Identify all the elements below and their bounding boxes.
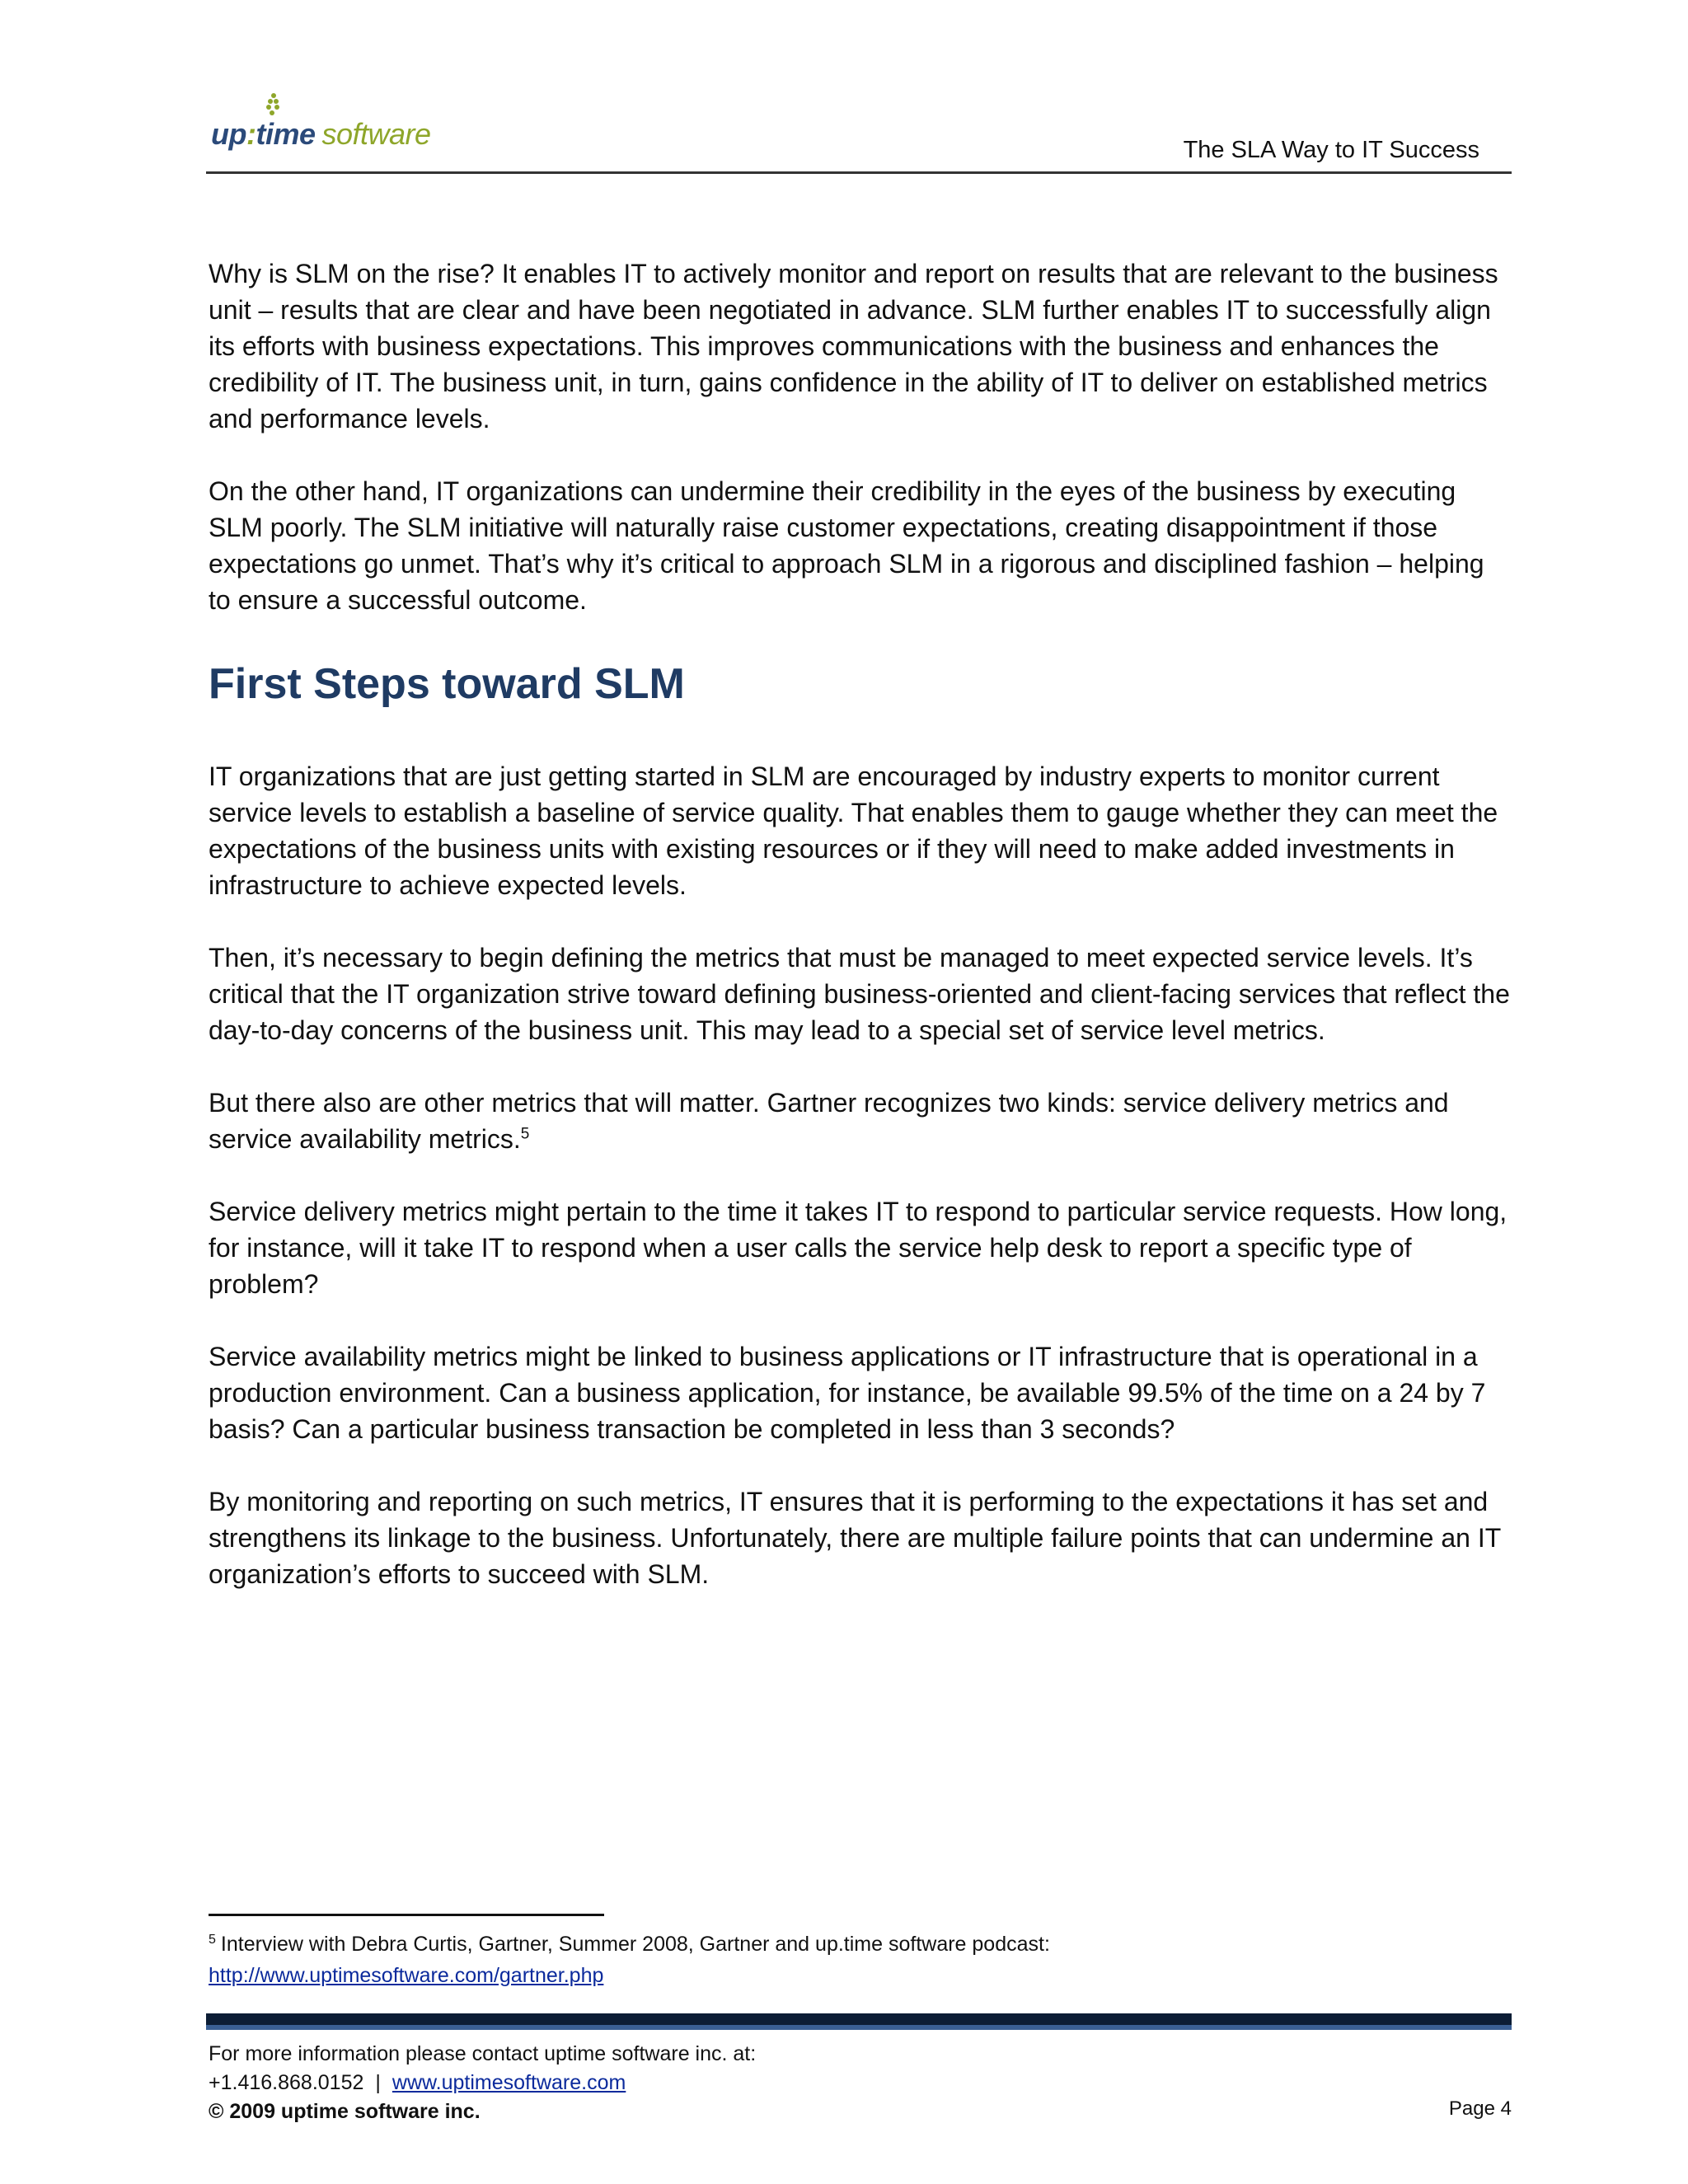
- footnote: [209, 1929, 1511, 1991]
- footer-copyright: © 2009 uptime software inc.: [209, 2100, 481, 2123]
- paragraph-1: Why is SLM on the rise? It enables IT to actively monitor and report on results that are relevant to the business unit – results that are clear and have been negotiated in advance. SLM further enables IT to successfully align its efforts with business expectations. This improves communications with the business and enhances the credibility of IT. The business unit, in turn, gains confidence in the ability of IT to deliver on established metrics and performance levels.: [209, 259, 1498, 434]
- footnote-number: 5: [209, 1932, 216, 1947]
- footnote-line: [209, 1929, 1511, 1960]
- paragraph-3: IT organizations that are just getting started in SLM are encouraged by industry experts to monitor current service levels to establish a baseline of service quality. That enables them to gauge whether they can meet the expectations of the business units with existing resources or if they will need to make added investments in infrastructure to achieve expected levels.: [209, 762, 1498, 900]
- logo-software: software: [321, 117, 431, 151]
- logo-time: time: [256, 117, 316, 151]
- header-divider: [206, 171, 1512, 174]
- logo-dots-icon: [262, 92, 282, 120]
- paragraph-6: Service delivery metrics might pertain to the time it takes IT to respond to particular service requests. How long, for instance, will it take IT to respond when a user calls the service help desk to report a specific type of problem?: [209, 1197, 1507, 1299]
- page-number: Page 4: [1448, 2097, 1512, 2120]
- paragraph-4: Then, it’s necessary to begin defining the metrics that must be managed to meet expected service levels. It’s critical that the IT organization strive toward defining business-oriented and client-facing services that reflect the day-to-day concerns of the business unit. This may lead to a special set of service level metrics.: [209, 943, 1510, 1045]
- paragraph-2: On the other hand, IT organizations can undermine their credibility in the eyes of the business by executing SLM poorly. The SLM initiative will naturally raise customer expectations, creating disappointment if those expectations go unmet. That’s why it’s critical to approach SLM in a rigorous and disciplined fashion – helping to ensure a successful outcome.: [209, 476, 1484, 615]
- footer-contact-line: [209, 2069, 1511, 2097]
- footnote-link[interactable]: http://www.uptimesoftware.com/gartner.php: [209, 1964, 604, 1987]
- footnote-divider: [209, 1914, 604, 1916]
- logo-wordmark: [211, 117, 431, 152]
- paragraph-5: [209, 1085, 1511, 1157]
- footnote-reference[interactable]: 5: [520, 1125, 530, 1143]
- footer-contact: For more information please contact uptime software inc. at:: [209, 2042, 757, 2065]
- paragraph-8: By monitoring and reporting on such metrics, IT ensures that it is performing to the expectations it has set and strengthens its linkage to the business. Unfortunately, there are multiple failure points that can undermine an IT organization’s efforts to succeed with SLM.: [209, 1487, 1501, 1589]
- footer-bar: [206, 2013, 1512, 2025]
- document-title: The SLA Way to IT Success: [1183, 137, 1479, 163]
- footer-phone: +1.416.868.0152: [209, 2071, 364, 2094]
- page-footer: [209, 2040, 1511, 2126]
- footer-separator: |: [375, 2071, 381, 2094]
- logo-up: up: [211, 117, 246, 151]
- paragraph-7: Service availability metrics might be linked to business applications or IT infrastructure that is operational in a production environment. Can a business application, for instance, be available 99.5% of the time on a 24 by 7 basis? Can a particular business transaction be completed in less than 3 seconds?: [209, 1342, 1486, 1444]
- footer-website-link[interactable]: www.uptimesoftware.com: [392, 2071, 626, 2094]
- company-logo: [211, 92, 458, 158]
- section-heading: First Steps toward SLM: [209, 660, 685, 708]
- footnote-text: Interview with Debra Curtis, Gartner, Summer 2008, Gartner and up.time software podcast:: [220, 1933, 1050, 1956]
- main-content: [209, 255, 1511, 1629]
- paragraph-5-text: But there also are other metrics that will matter. Gartner recognizes two kinds: service delivery metrics and service availability metrics.: [209, 1088, 1449, 1154]
- logo-colon: :: [246, 117, 256, 151]
- footer-bar-accent: [206, 2025, 1512, 2030]
